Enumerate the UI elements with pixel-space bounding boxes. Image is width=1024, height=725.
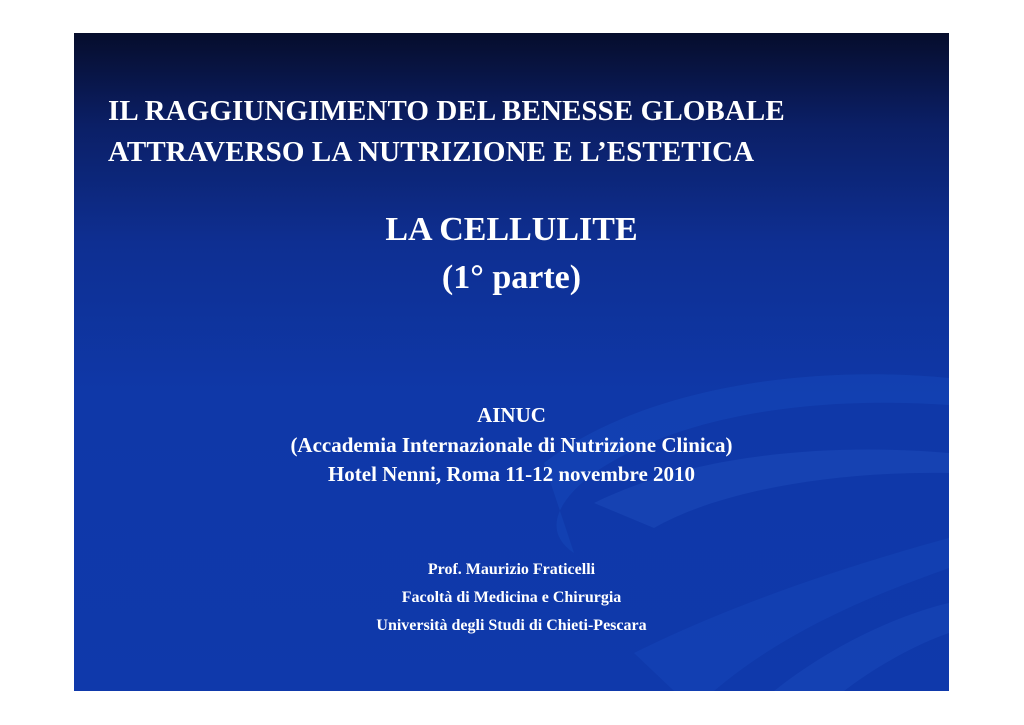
header-line-1: IL RAGGIUNGIMENTO DEL BENESSE GLOBALE: [108, 95, 785, 127]
header-line-2: ATTRAVERSO LA NUTRIZIONE E L’ESTETICA: [108, 136, 755, 168]
main-title: LA CELLULITE: [385, 211, 638, 248]
author-faculty: Facoltà di Medicina e Chirurgia: [401, 589, 622, 606]
author-name: Prof. Maurizio Fraticelli: [427, 561, 596, 578]
event-venue-date: Hotel Nenni, Roma 11-12 novembre 2010: [327, 462, 696, 486]
organization-full-name: (Accademia Internazionale di Nutrizione Clinica): [290, 433, 733, 457]
presentation-slide: [74, 33, 949, 691]
organization-acronym: AINUC: [477, 403, 546, 427]
main-subtitle: (1° parte): [441, 259, 582, 296]
author-university: Università degli Studi di Chieti-Pescara: [376, 617, 647, 634]
